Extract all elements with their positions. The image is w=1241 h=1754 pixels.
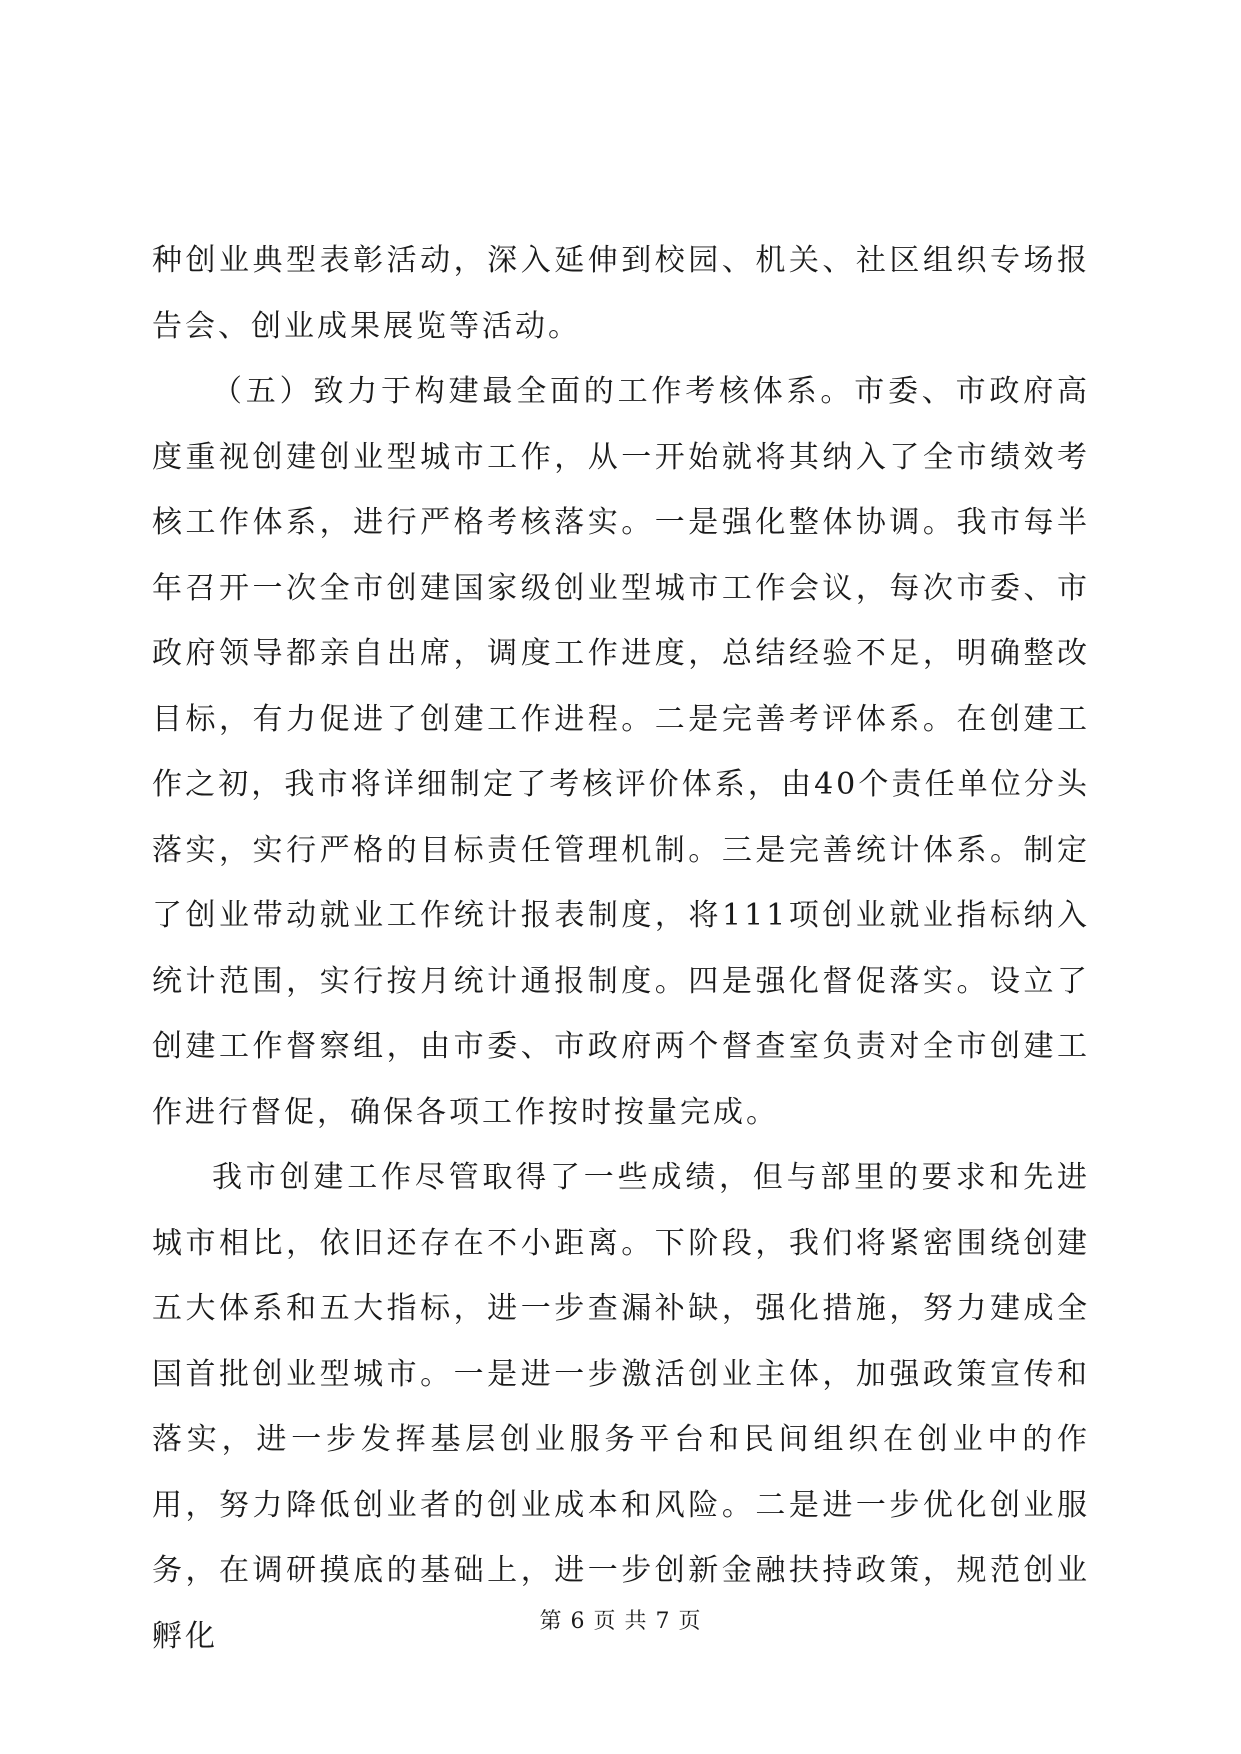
page-footer bbox=[0, 1607, 1241, 1637]
body-text bbox=[152, 228, 1090, 1669]
paragraph-3: 我市创建工作尽管取得了一些成绩，但与部里的要求和先进城市相比，依旧还存在不小距离。下阶段，我们将紧密围绕创建五大体系和五大指标，进一步查漏补缺，强化措施，努力建成全国首批创业型城市。一是进一步激活创业主体，加强政策宣传和落实，进一步发挥基层创业服务平台和民间组织在创业中的作用，努力降低创业者的创业成本和风险。二是进一步优化创业服务，在调研摸底的基础上，进一步创新金融扶持政策，规范创业孵化 bbox=[152, 1160, 1090, 1654]
page-number-label: 第 6 页 共 7 页 bbox=[539, 1609, 702, 1634]
paragraph-1: 种创业典型表彰活动，深入延伸到校园、机关、社区组织专场报告会、创业成果展览等活动。 bbox=[152, 243, 1090, 344]
paragraph-2: （五）致力于构建最全面的工作考核体系。市委、市政府高度重视创建创业型城市工作，从一开始就将其纳入了全市绩效考核工作体系，进行严格考核落实。一是强化整体协调。我市每半年召开一次全市创建国家级创业型城市工作会议，每次市委、市政府领导都亲自出席，调度工作进度，总结经验不足，明确整改目标，有力促进了创建工作进程。二是完善考评体系。在创建工作之初，我市将详细制定了考核评价体系，由40个责任单位分头落实，实行严格的目标责任管理机制。三是完善统计体系。制定了创业带动就业工作统计报表制度，将111项创业就业指标纳入统计范围，实行按月统计通报制度。四是强化督促落实。设立了创建工作督察组，由市委、市政府两个督查室负责对全市创建工作进行督促，确保各项工作按时按量完成。 bbox=[152, 374, 1090, 1130]
